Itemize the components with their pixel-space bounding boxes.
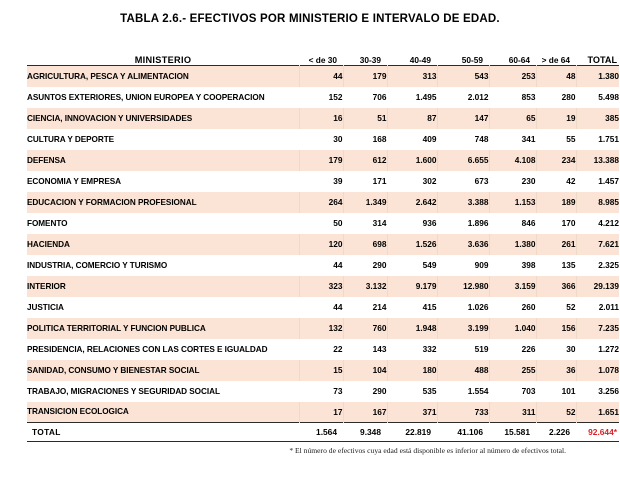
table-footer — [27, 423, 619, 442]
cell-50-59: 488 — [437, 360, 489, 381]
cell-40-49: 936 — [387, 213, 437, 234]
cell-under-30: 15 — [299, 360, 343, 381]
total-row-label: TOTAL — [27, 423, 299, 442]
ministry-name: ECONOMIA Y EMPRESA — [27, 176, 122, 186]
total-50-59: 41.106 — [437, 423, 489, 442]
cell-40-49: 409 — [387, 129, 437, 150]
cell-30-39: 706 — [343, 87, 387, 108]
ministry-name: DEFENSA — [27, 150, 299, 171]
cell-60-64: 311 — [489, 402, 536, 423]
cell-under-30: 73 — [299, 381, 343, 402]
total-over-64: 2.226 — [536, 423, 576, 442]
grand-total: 92.644* — [576, 423, 619, 442]
cell-over-64: 261 — [536, 234, 576, 255]
cell-total: 1.272 — [576, 339, 619, 360]
cell-40-49: 302 — [387, 171, 437, 192]
effectives-by-ministry-table — [27, 55, 619, 442]
cell-30-39: 168 — [343, 129, 387, 150]
cell-30-39: 698 — [343, 234, 387, 255]
cell-60-64: 65 — [489, 108, 536, 129]
ministry-name: FOMENTO — [27, 218, 68, 228]
cell-total: 2.011 — [576, 297, 619, 318]
cell-50-59: 1.896 — [437, 213, 489, 234]
cell-60-64: 1.380 — [489, 234, 536, 255]
ministry-name: SANIDAD, CONSUMO Y BIENESTAR SOCIAL — [27, 360, 299, 381]
cell-under-30: 44 — [299, 255, 343, 276]
cell-over-64: 55 — [536, 129, 576, 150]
cell-total: 1.651 — [576, 402, 619, 423]
ministry-name: POLITICA TERRITORIAL Y FUNCION PUBLICA — [27, 318, 299, 339]
column-header-60-64: 60-64 — [508, 55, 530, 65]
table-row — [27, 360, 619, 381]
table-row — [27, 87, 619, 108]
cell-over-64: 156 — [536, 318, 576, 339]
ministry-name: HACIENDA — [27, 234, 299, 255]
ministry-name: TRANSICION ECOLOGICA — [27, 402, 299, 423]
table-row — [27, 150, 619, 171]
table-row — [27, 192, 619, 213]
cell-40-49: 313 — [387, 66, 437, 87]
table-row — [27, 255, 619, 276]
cell-40-49: 2.642 — [387, 192, 437, 213]
cell-40-49: 371 — [387, 402, 437, 423]
cell-30-39: 3.132 — [343, 276, 387, 297]
page-title: TABLA 2.6.- EFECTIVOS POR MINISTERIO E INTERVALO DE EDAD. — [120, 13, 500, 25]
table-row — [27, 171, 619, 192]
cell-under-30: 152 — [299, 87, 343, 108]
cell-total: 7.235 — [576, 318, 619, 339]
cell-40-49: 332 — [387, 339, 437, 360]
table-body — [27, 66, 619, 423]
cell-50-59: 519 — [437, 339, 489, 360]
total-60-64: 15.581 — [489, 423, 536, 442]
cell-total: 2.325 — [576, 255, 619, 276]
column-header-ministry: MINISTERIO — [134, 55, 192, 65]
cell-over-64: 42 — [536, 171, 576, 192]
cell-over-64: 19 — [536, 108, 576, 129]
cell-total: 7.621 — [576, 234, 619, 255]
cell-under-30: 22 — [299, 339, 343, 360]
cell-30-39: 612 — [343, 150, 387, 171]
cell-40-49: 1.600 — [387, 150, 437, 171]
cell-under-30: 17 — [299, 402, 343, 423]
cell-40-49: 1.495 — [387, 87, 437, 108]
table-row — [27, 297, 619, 318]
cell-30-39: 51 — [343, 108, 387, 129]
cell-50-59: 6.655 — [437, 150, 489, 171]
table-row — [27, 129, 619, 150]
cell-over-64: 234 — [536, 150, 576, 171]
ministry-name: PRESIDENCIA, RELACIONES CON LAS CORTES E IGUALDAD — [27, 344, 268, 354]
cell-40-49: 1.526 — [387, 234, 437, 255]
cell-40-49: 415 — [387, 297, 437, 318]
total-under-30: 1.564 — [299, 423, 343, 442]
cell-30-39: 290 — [343, 381, 387, 402]
cell-total: 1.380 — [576, 66, 619, 87]
cell-40-49: 180 — [387, 360, 437, 381]
cell-over-64: 280 — [536, 87, 576, 108]
cell-total: 13.388 — [576, 150, 619, 171]
cell-30-39: 214 — [343, 297, 387, 318]
cell-over-64: 101 — [536, 381, 576, 402]
cell-50-59: 1.554 — [437, 381, 489, 402]
cell-60-64: 230 — [489, 171, 536, 192]
cell-60-64: 260 — [489, 297, 536, 318]
cell-over-64: 52 — [536, 402, 576, 423]
table-row — [27, 213, 619, 234]
cell-50-59: 748 — [437, 129, 489, 150]
column-header-30-39: 30-39 — [359, 55, 381, 65]
ministry-name: AGRICULTURA, PESCA Y ALIMENTACION — [27, 66, 299, 87]
cell-40-49: 535 — [387, 381, 437, 402]
cell-total: 4.212 — [576, 213, 619, 234]
cell-under-30: 16 — [299, 108, 343, 129]
column-header-total: TOTAL — [587, 55, 617, 65]
cell-50-59: 1.026 — [437, 297, 489, 318]
cell-60-64: 846 — [489, 213, 536, 234]
cell-over-64: 52 — [536, 297, 576, 318]
cell-over-64: 366 — [536, 276, 576, 297]
table-footnote: * El número de efectivos cuya edad está disponible es inferior al número de efectivos total. — [289, 446, 566, 455]
cell-over-64: 170 — [536, 213, 576, 234]
cell-30-39: 179 — [343, 66, 387, 87]
cell-over-64: 189 — [536, 192, 576, 213]
cell-30-39: 314 — [343, 213, 387, 234]
table-row — [27, 402, 619, 423]
ministry-name: INDUSTRIA, COMERCIO Y TURISMO — [27, 260, 168, 270]
cell-under-30: 50 — [299, 213, 343, 234]
cell-60-64: 398 — [489, 255, 536, 276]
table-row — [27, 234, 619, 255]
cell-60-64: 341 — [489, 129, 536, 150]
cell-under-30: 179 — [299, 150, 343, 171]
ministry-name: JUSTICIA — [27, 302, 64, 312]
cell-50-59: 673 — [437, 171, 489, 192]
cell-under-30: 39 — [299, 171, 343, 192]
cell-60-64: 253 — [489, 66, 536, 87]
table-row — [27, 66, 619, 87]
cell-30-39: 143 — [343, 339, 387, 360]
cell-50-59: 543 — [437, 66, 489, 87]
cell-30-39: 104 — [343, 360, 387, 381]
column-header-40-49: 40-49 — [409, 55, 431, 65]
cell-30-39: 1.349 — [343, 192, 387, 213]
cell-40-49: 9.179 — [387, 276, 437, 297]
cell-over-64: 30 — [536, 339, 576, 360]
total-row — [27, 423, 619, 442]
cell-60-64: 255 — [489, 360, 536, 381]
cell-60-64: 703 — [489, 381, 536, 402]
cell-under-30: 44 — [299, 297, 343, 318]
header-row — [27, 55, 619, 66]
table-row — [27, 276, 619, 297]
table-container — [0, 55, 620, 455]
cell-30-39: 171 — [343, 171, 387, 192]
cell-over-64: 135 — [536, 255, 576, 276]
cell-total: 5.498 — [576, 87, 619, 108]
cell-30-39: 290 — [343, 255, 387, 276]
cell-60-64: 1.153 — [489, 192, 536, 213]
table-row — [27, 381, 619, 402]
cell-50-59: 3.199 — [437, 318, 489, 339]
ministry-name: EDUCACION Y FORMACION PROFESIONAL — [27, 192, 299, 213]
cell-under-30: 323 — [299, 276, 343, 297]
cell-under-30: 44 — [299, 66, 343, 87]
cell-50-59: 909 — [437, 255, 489, 276]
cell-60-64: 853 — [489, 87, 536, 108]
cell-40-49: 87 — [387, 108, 437, 129]
cell-total: 1.751 — [576, 129, 619, 150]
cell-30-39: 760 — [343, 318, 387, 339]
table-row — [27, 108, 619, 129]
cell-total: 1.457 — [576, 171, 619, 192]
table-row — [27, 318, 619, 339]
cell-60-64: 3.159 — [489, 276, 536, 297]
cell-50-59: 3.636 — [437, 234, 489, 255]
ministry-name: INTERIOR — [27, 276, 299, 297]
cell-60-64: 1.040 — [489, 318, 536, 339]
cell-under-30: 30 — [299, 129, 343, 150]
cell-60-64: 4.108 — [489, 150, 536, 171]
cell-over-64: 48 — [536, 66, 576, 87]
column-header-under-30: < de 30 — [308, 55, 337, 65]
ministry-name: CULTURA Y DEPORTE — [27, 134, 115, 144]
cell-total: 3.256 — [576, 381, 619, 402]
ministry-name: CIENCIA, INNOVACION Y UNIVERSIDADES — [27, 108, 299, 129]
cell-over-64: 36 — [536, 360, 576, 381]
cell-under-30: 120 — [299, 234, 343, 255]
cell-total: 385 — [576, 108, 619, 129]
cell-total: 29.139 — [576, 276, 619, 297]
table-header — [27, 55, 619, 66]
cell-total: 1.078 — [576, 360, 619, 381]
cell-50-59: 2.012 — [437, 87, 489, 108]
total-30-39: 9.348 — [343, 423, 387, 442]
ministry-name: ASUNTOS EXTERIORES, UNION EUROPEA Y COOPERACION — [27, 92, 265, 102]
column-header-over-64: > de 64 — [541, 55, 570, 65]
cell-under-30: 132 — [299, 318, 343, 339]
cell-50-59: 733 — [437, 402, 489, 423]
cell-40-49: 1.948 — [387, 318, 437, 339]
column-header-50-59: 50-59 — [461, 55, 483, 65]
table-row — [27, 339, 619, 360]
cell-total: 8.985 — [576, 192, 619, 213]
cell-50-59: 147 — [437, 108, 489, 129]
cell-50-59: 3.388 — [437, 192, 489, 213]
cell-under-30: 264 — [299, 192, 343, 213]
ministry-name: TRABAJO, MIGRACIONES Y SEGURIDAD SOCIAL — [27, 386, 220, 396]
cell-30-39: 167 — [343, 402, 387, 423]
cell-40-49: 549 — [387, 255, 437, 276]
cell-50-59: 12.980 — [437, 276, 489, 297]
cell-60-64: 226 — [489, 339, 536, 360]
total-40-49: 22.819 — [387, 423, 437, 442]
